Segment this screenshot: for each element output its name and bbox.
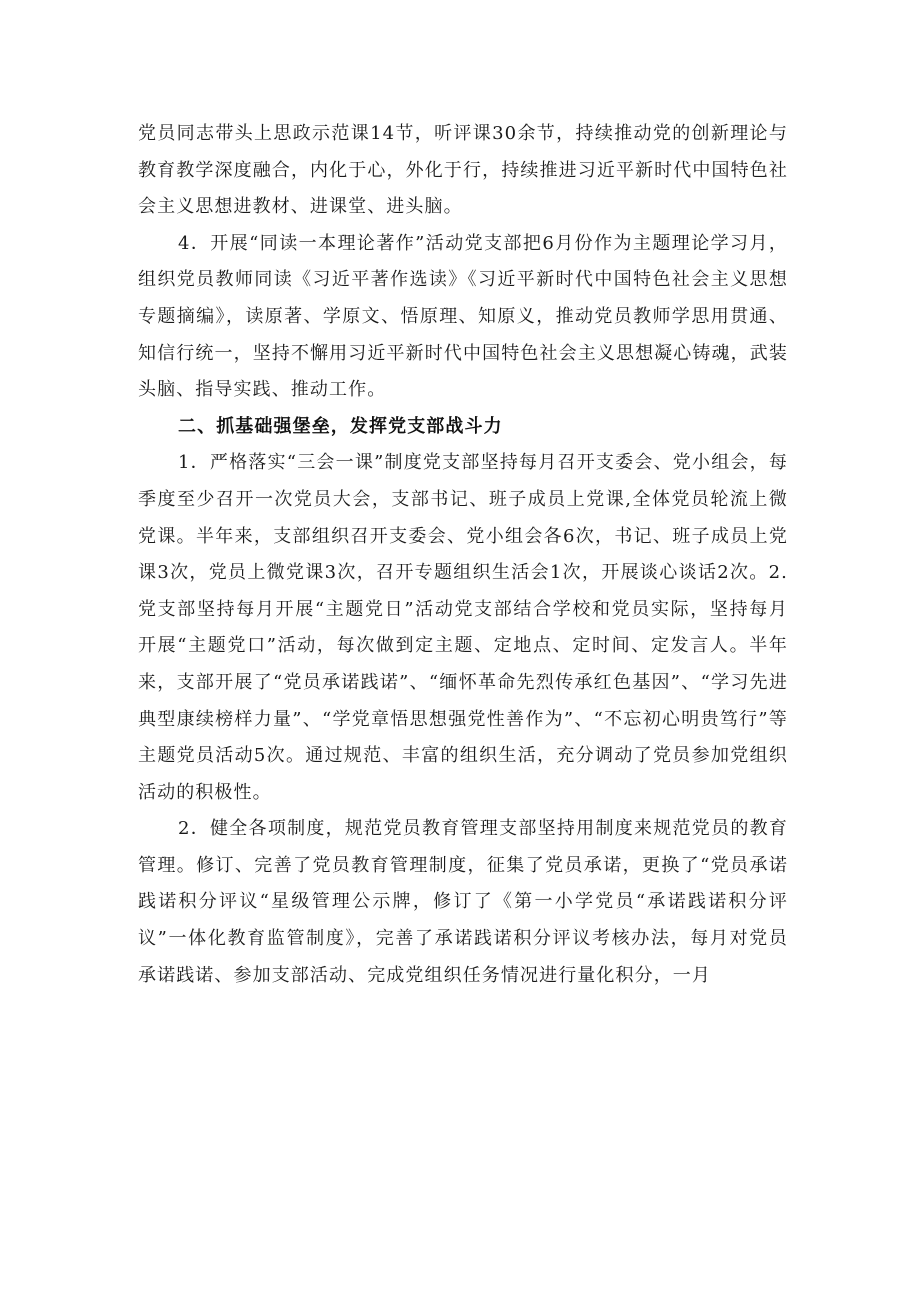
paragraph-item-2: 2．健全各项制度，规范党员教育管理支部坚持用制度来规范党员的教育管理。修订、完善了党员教育管理制度，征集了党员承诺，更换了“党员承诺践诺积分评议“星级管理公示牌，修订了《第一小学党员“承诺践诺积分评议”一体化教育监管制度》，完善了承诺践诺积分评议考核办法，每月对党员承诺践诺、参加支部活动、完成党组织任务情况进行量化积分，一月: [138, 818, 788, 986]
paragraph-item-1: 1．严格落实“三会一课”制度党支部坚持每月召开支委会、党小组会，每季度至少召开一次党员大会，支部书记、班子成员上党课,全体党员轮流上微党课。半年来，支部组织召开支委会、党小组会各6次，书记、班子成员上党课3次，党员上微党课3次，召开专题组织生活会1次，开展谈心谈话2次。2.党支部坚持每月开展“主题党日”活动党支部结合学校和党员实际，坚持每月开展“主题党口”活动，每次做到定主题、定地点、定时间、定发言人。半年来，支部开展了“党员承诺践诺”、“缅怀革命先烈传承红色基因”、“学习先进典型康续榜样力量”、“学党章悟思想强党性善作为”、“不忘初心明贵笃行”等主题党员活动5次。通过规范、丰富的组织生活，充分调动了党员参加党组织活动的积极性。: [138, 452, 788, 803]
paragraph-item-4: 4．开展“同读一本理论著作”活动党支部把6月份作为主题理论学习月，组织党员教师同读《习近平著作选读》《习近平新时代中国特色社会主义思想专题摘编》，读原著、学原文、悟原理、知原义，推动党员教师学思用贯通、知信行统一，坚持不懈用习近平新时代中国特色社会主义思想凝心铸魂，武装头脑、指导实践、推动工作。: [138, 232, 788, 401]
paragraph-continuation: 党员同志带头上思政示范课14节，听评课30余节，持续推动党的创新理论与教育教学深度融合，内化于心，外化于行，持续推进习近平新时代中国特色社会主义思想进教材、进课堂、进头脑。: [138, 123, 788, 218]
section-heading-2: 二、抓基础强堡垒，发挥党支部战斗力: [178, 415, 503, 437]
document-body: [138, 116, 788, 994]
